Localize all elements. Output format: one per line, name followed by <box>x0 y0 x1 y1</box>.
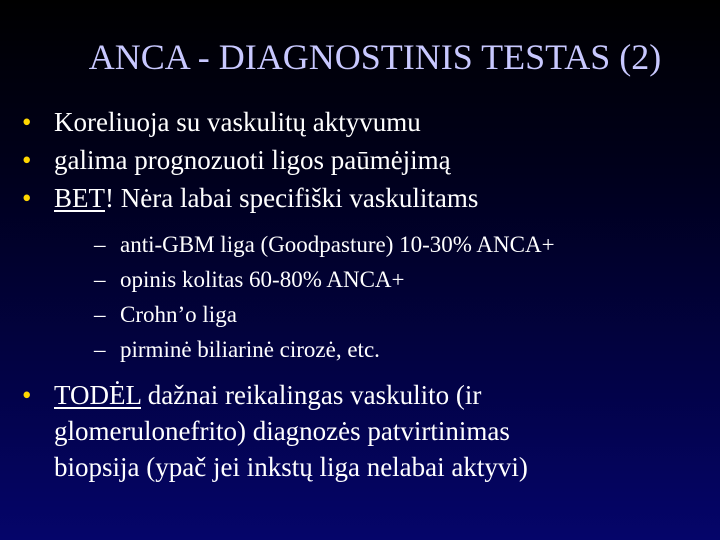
bullet-item <box>20 104 710 141</box>
bullet-text: Koreliuoja su vaskulitų aktyvumu <box>54 107 421 137</box>
dash-icon: – <box>94 232 106 257</box>
todel-line-3: biopsija (ypač jei inkstų liga nelabai aktyvi) <box>54 452 528 482</box>
dash-icon: – <box>94 267 106 292</box>
sub-item-text: pirminė biliarinė cirozė, etc. <box>120 337 380 362</box>
sub-item-text: Crohn’o liga <box>120 302 237 327</box>
bullet-list <box>20 104 710 486</box>
bullet-dot-icon: • <box>22 380 32 410</box>
dash-icon: – <box>94 302 106 327</box>
sub-item <box>94 227 710 262</box>
dash-icon: – <box>94 337 106 362</box>
todel-line-1 <box>54 377 710 413</box>
bullet-item <box>20 142 710 179</box>
sub-item <box>94 332 710 367</box>
sub-list <box>54 227 710 367</box>
todel-line1-text: dažnai reikalingas vaskulito (ir <box>141 380 482 410</box>
todel-underlined: TODĖL <box>54 380 141 410</box>
sub-item-text: opinis kolitas 60-80% ANCA+ <box>120 267 405 292</box>
bullet-dot-icon: • <box>22 107 32 137</box>
todel-line-2: glomerulonefrito) diagnozės patvirtinimas <box>54 416 510 446</box>
slide-title: ANCA - DIAGNOSTINIS TESTAS (2) <box>88 37 662 77</box>
todel-body <box>54 377 710 485</box>
bullet-item-todel <box>20 377 710 485</box>
sub-item <box>94 297 710 332</box>
bet-underlined: BET <box>54 183 105 213</box>
bullet-dot-icon: • <box>22 183 32 213</box>
bullet-text: galima prognozuoti ligos paūmėjimą <box>54 145 451 175</box>
sub-item-text: anti-GBM liga (Goodpasture) 10-30% ANCA+ <box>120 232 555 257</box>
bet-text: ! Nėra labai specifiški vaskulitams <box>105 183 479 213</box>
bullet-item-bet <box>20 180 710 367</box>
bullet-dot-icon: • <box>22 145 32 175</box>
sub-item <box>94 262 710 297</box>
